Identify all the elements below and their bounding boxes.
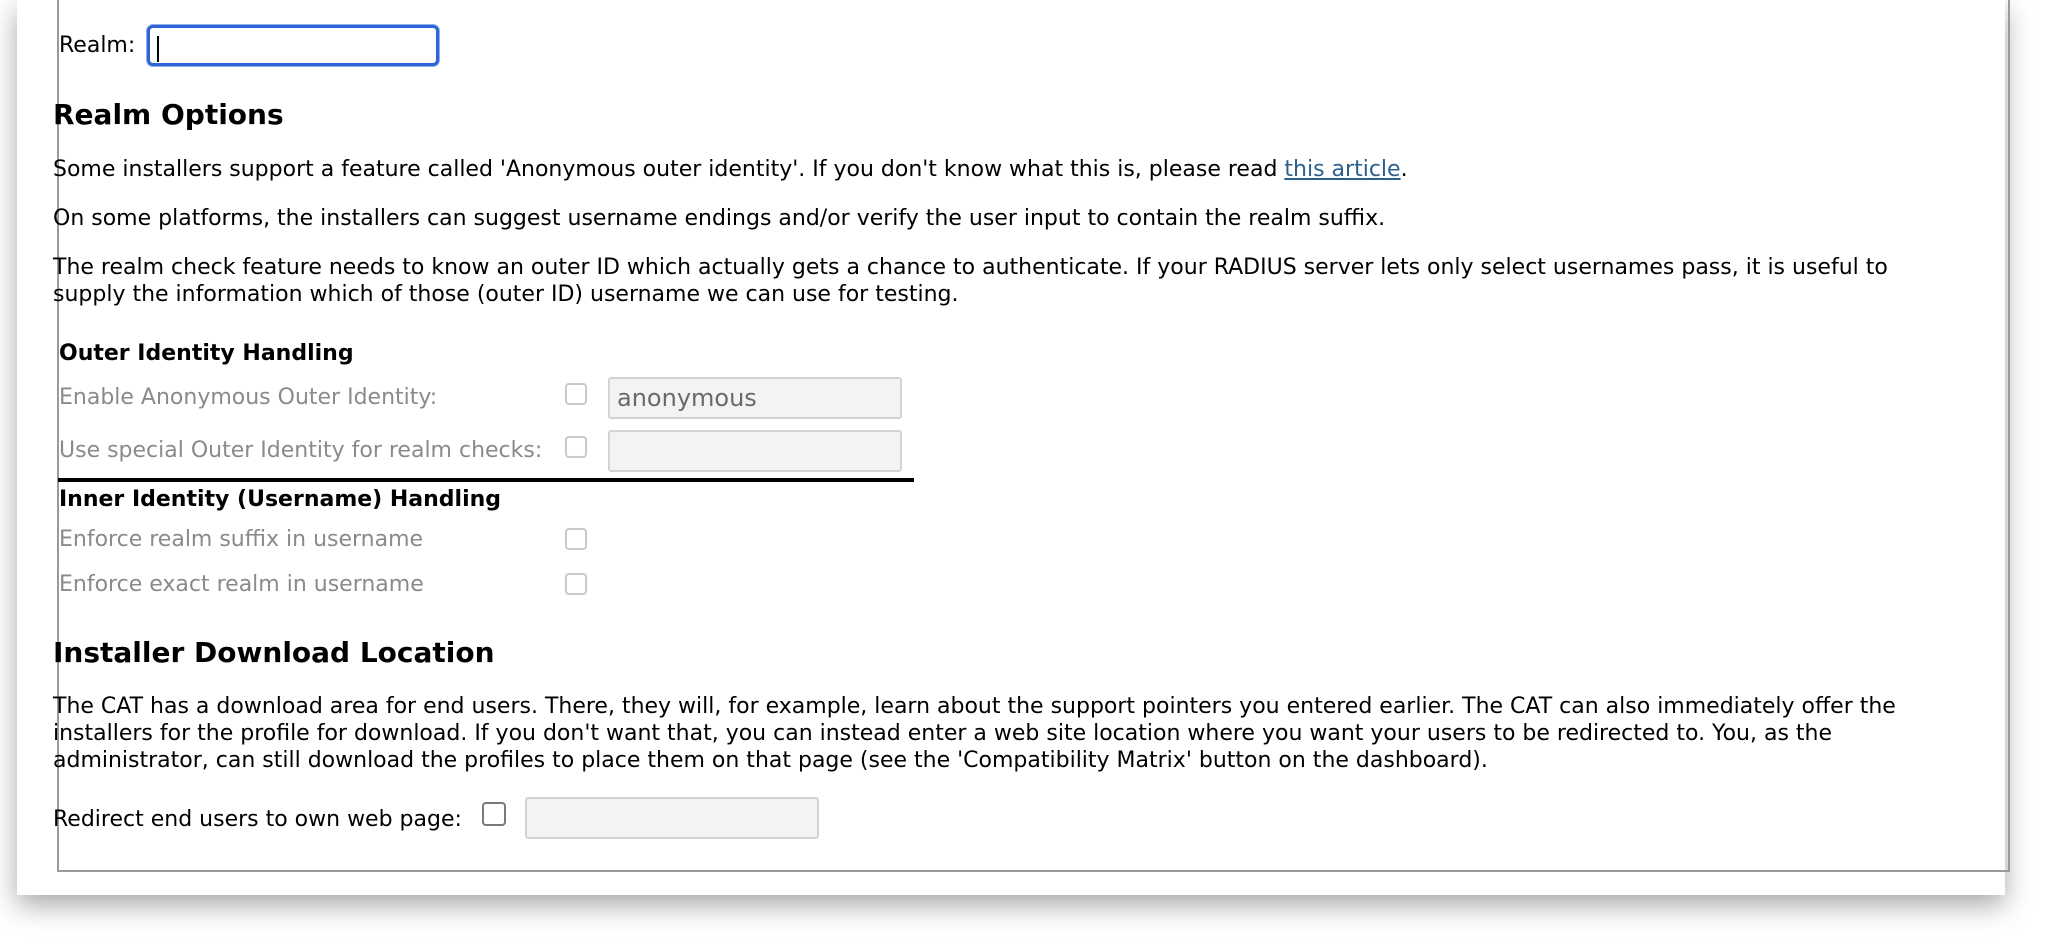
realm-check-paragraph: The realm check feature needs to know an outer ID which actually gets a chance to authenticate. If your RADIUS server lets only select usernames pass, it is useful to supply the information which of those (outer ID) username we can use for testing.: [53, 255, 1888, 307]
intro-text: Some installers support a feature called 'Anonymous outer identity'. If you don't know what this is, please read: [53, 157, 1285, 182]
special-outer-identity-checkbox[interactable]: [565, 436, 587, 458]
realm-options-heading: Realm Options: [53, 98, 284, 131]
realm-options-intro: [53, 156, 1953, 183]
realm-input[interactable]: [147, 25, 439, 66]
realm-label: Realm:: [59, 33, 136, 58]
redirect-checkbox[interactable]: [482, 802, 506, 826]
outer-identity-heading: Outer Identity Handling: [59, 341, 354, 366]
inner-identity-heading: Inner Identity (Username) Handling: [59, 487, 502, 512]
special-outer-identity-input[interactable]: [608, 430, 902, 472]
this-article-link[interactable]: this article: [1284, 157, 1401, 182]
enforce-realm-suffix-checkbox[interactable]: [565, 528, 587, 550]
anon-outer-identity-checkbox[interactable]: [565, 383, 587, 405]
realm-suffix-paragraph: On some platforms, the installers can suggest username endings and/or verify the user input to contain the realm suffix.: [53, 206, 1386, 231]
download-paragraph: The CAT has a download area for end users. There, they will, for example, learn about the support pointers you entered earlier. The CAT can also immediately offer the installers for the profile for download. If you don't want that, you can instead enter a web site location where you want your users to be redirected to. You, as the administrator, can still download the profiles to place them on that page (see the 'Compatibility Matrix' button on the dashboard).: [53, 694, 1896, 773]
redirect-label: Redirect end users to own web page:: [53, 807, 462, 832]
redirect-url-input[interactable]: [525, 797, 819, 839]
text-caret: [157, 36, 159, 62]
enforce-realm-suffix-label: Enforce realm suffix in username: [59, 527, 424, 552]
special-outer-identity-label: Use special Outer Identity for realm checks:: [59, 438, 543, 463]
enforce-exact-realm-label: Enforce exact realm in username: [59, 572, 424, 597]
anon-outer-identity-label: Enable Anonymous Outer Identity:: [59, 385, 438, 410]
enforce-exact-realm-checkbox[interactable]: [565, 573, 587, 595]
anon-outer-identity-input[interactable]: anonymous: [608, 377, 902, 419]
section-divider: [58, 478, 914, 482]
intro-period: .: [1400, 157, 1408, 182]
installer-download-heading: Installer Download Location: [53, 636, 495, 669]
